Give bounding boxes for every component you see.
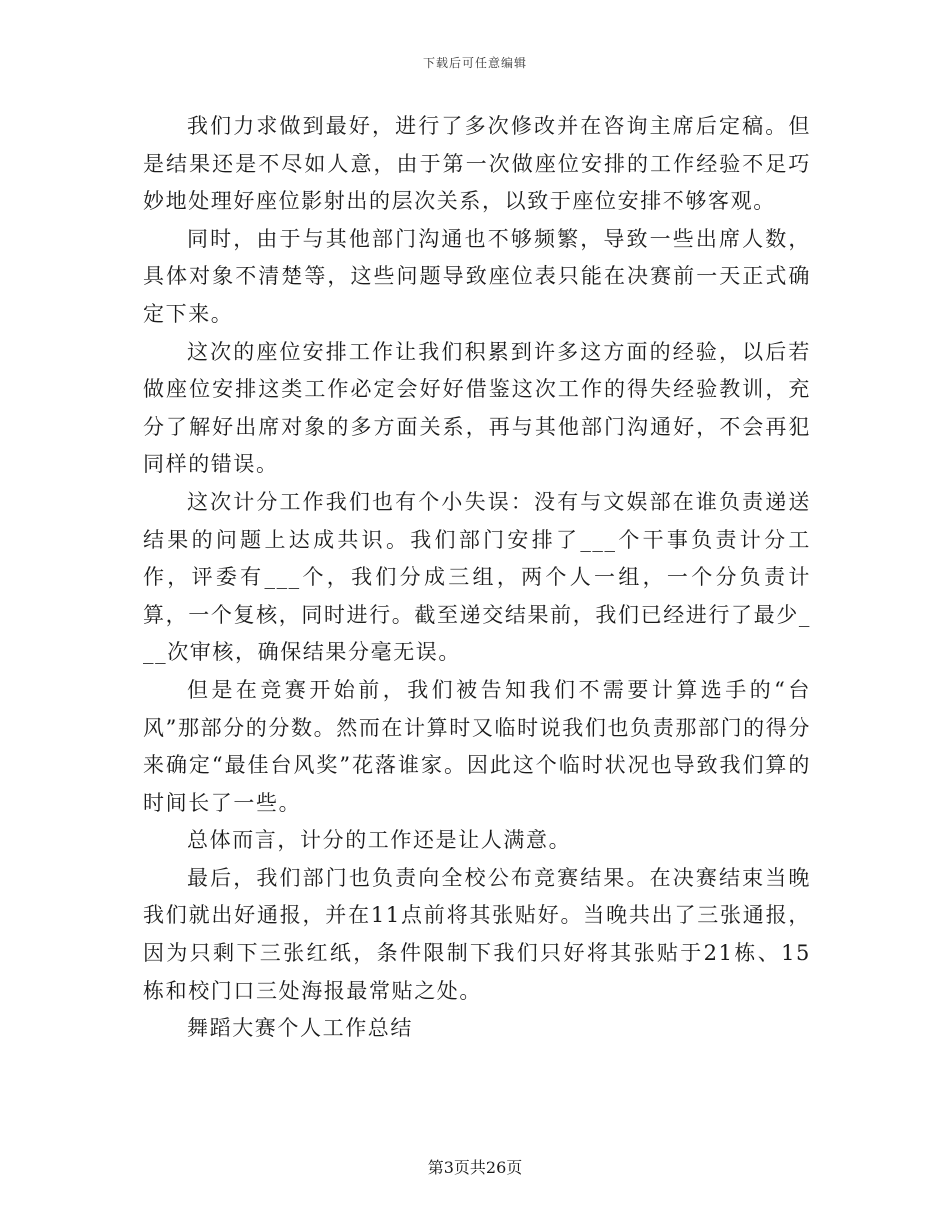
paragraph-section-title: 舞蹈大赛个人工作总结 — [187, 1016, 413, 1041]
page-number: 第3页共26页 — [427, 1158, 523, 1177]
paragraph-scoring-summary: 总体而言，计分的工作还是让人满意。 — [187, 828, 572, 853]
paragraph-communication: 同时，由于与其他部门沟通也不够频繁，导致一些出席人数，具体对象不清楚等，这些问题导致座位表只能在决赛前一天正式确定下来。 — [143, 226, 811, 326]
paragraph-scoring-mistake: 这次计分工作我们也有个小失误：没有与文娱部在谁负责递送结果的问题上达成共识。我们部门安排了___个干事负责计分工作，评委有___个，我们分成三组，两个人一组，一个分负责计算，一个复核，同时进行。截至递交结果前，我们已经进行了最少___次审核，确保结果分毫无误。 — [143, 489, 811, 665]
paragraph-style-score: 但是在竞赛开始前，我们被告知我们不需要计算选手的“台风”那部分的分数。然而在计算时又临时说我们也负责那部门的得分来确定“最佳台风奖”花落谁家。因此这个临时状况也导致我们算的时间长了一些。 — [143, 677, 811, 815]
paragraph-seating-revision: 我们力求做到最好，进行了多次修改并在咨询主席后定稿。但是结果还是不尽如人意，由于第一次做座位安排的工作经验不足巧妙地处理好座位影射出的层次关系，以致于座位安排不够客观。 — [143, 114, 811, 214]
paragraph-results-announcement: 最后，我们部门也负责向全校公布竞赛结果。在决赛结束当晚我们就出好通报，并在11点前将其张贴好。当晚共出了三张通报，因为只剩下三张红纸，条件限制下我们只好将其张贴于21栋、15栋和校门口三处海报最常贴之处。 — [143, 865, 811, 1003]
header-note: 下载后可任意编辑 — [422, 56, 527, 70]
document-body — [143, 108, 811, 1048]
paragraph-seating-experience: 这次的座位安排工作让我们积累到许多这方面的经验，以后若做座位安排这类工作必定会好好借鉴这次工作的得失经验教训，充分了解好出席对象的多方面关系，再与其他部门沟通好，不会再犯同样的错误。 — [143, 339, 811, 477]
